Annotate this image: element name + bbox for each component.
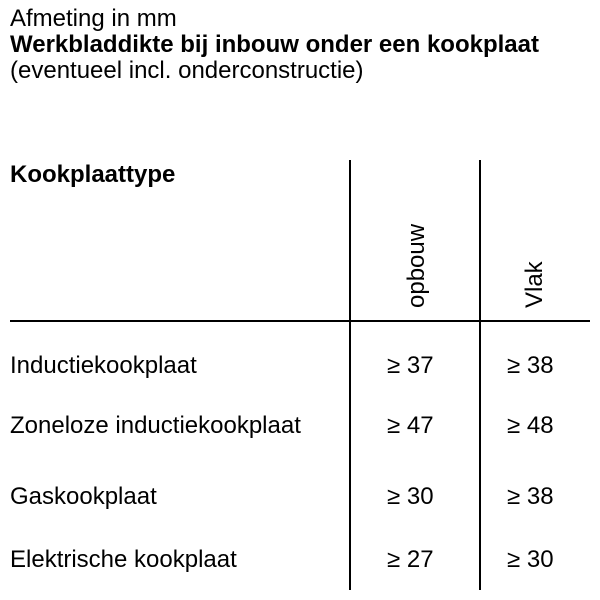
column-header-type: Kookplaattype	[10, 161, 176, 188]
row-value-vlak: ≥ 38	[507, 483, 554, 510]
row-label: Zoneloze inductiekookplaat	[10, 412, 301, 439]
title-note: (eventueel incl. onderconstructie)	[10, 57, 364, 84]
heading-block	[10, 6, 590, 84]
row-value-opbouw: ≥ 27	[387, 546, 434, 573]
row-label: Elektrische kookplaat	[10, 546, 237, 573]
row-value-vlak: ≥ 30	[507, 546, 554, 573]
column-header-vlak: Vlak	[521, 261, 548, 308]
row-value-opbouw: ≥ 30	[387, 483, 434, 510]
column-header-opbouw: opbouw	[403, 223, 430, 308]
table-title: Werkbladdikte bij inbouw onder een kookplaat	[10, 31, 539, 58]
column-divider-2	[479, 160, 481, 590]
row-label: Inductiekookplaat	[10, 352, 197, 379]
row-value-vlak: ≥ 48	[507, 412, 554, 439]
row-value-opbouw: ≥ 47	[387, 412, 434, 439]
row-value-vlak: ≥ 38	[507, 352, 554, 379]
unit-line: Afmeting in mm	[10, 5, 177, 32]
row-value-opbouw: ≥ 37	[387, 352, 434, 379]
row-label: Gaskookplaat	[10, 483, 157, 510]
header-divider	[10, 320, 590, 322]
column-divider-1	[349, 160, 351, 590]
